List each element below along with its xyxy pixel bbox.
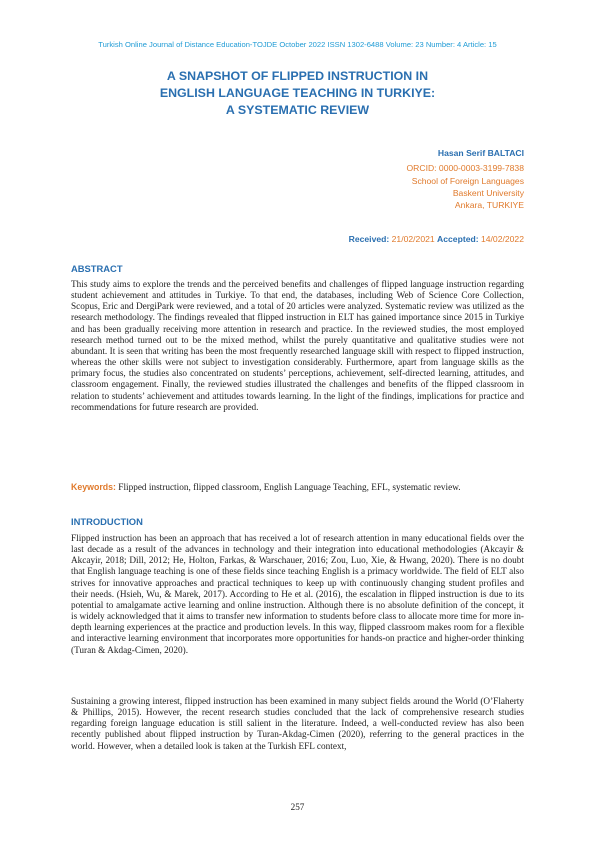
introduction-paragraph: Sustaining a growing interest, flipped instruction has been examined in many subject fields around the World (O’Flaherty & Phillips, 2015). However, the recent research studies concluded that the lack of comprehensive research studies regarding foreign language education is still salient in the literature. Indeed, a well-conducted review has also been recently published about flipped instruction by Turan-Akdag-Cimen (2020), referring to the general practices in the world. However, when a detailed look is taken at the Turkish EFL context, (71, 697, 524, 752)
keywords-label: Keywords: (71, 482, 116, 492)
author-affiliation: School of Foreign Languages (411, 175, 524, 186)
title-line: A SNAPSHOT OF FLIPPED INSTRUCTION IN (166, 69, 429, 83)
accepted-date: 14/02/2022 (480, 234, 524, 244)
author-location: Ankara, TURKIYE (454, 200, 524, 211)
keywords-text: Flipped instruction, flipped classroom, English Language Teaching, EFL, systematic review. (118, 483, 461, 493)
author-university: Baskent University (452, 187, 524, 198)
received-label: Received: (348, 234, 390, 244)
abstract-heading: ABSTRACT (71, 263, 123, 274)
accepted-label: Accepted: (437, 234, 479, 244)
title-line: A SYSTEMATIC REVIEW (225, 103, 370, 117)
page-number: 257 (290, 802, 305, 812)
introduction-paragraph: Flipped instruction has been an approach that has received a lot of research attention in many educational fields over the last decade as a result of the advances in technology and their integration into educational methodologies (Akcayir & Akcayir, 2018; Dill, 2012; He, Holton, Farkas, & Warschauer, 2016; Zou, Luo, Xie, & Hwang, 2020). There is no doubt that English language teaching is one of these fields since teaching English is a primacy worldwide. The field of ELT also strives for innovative approaches and practical techniques to keep up with continuously changing student profiles and their needs. (Hsieh, Wu, & Marek, 2017). According to He et al. (2016), the escalation in flipped instruction is due to its potential to amalgamate active learning and online instruction. Although there is no absolute definition of the concept, it is widely acknowledged that it aims to transfer new information to students before class to allocate more time for more in-depth learning experiences at the practice and production levels. In this way, flipped classroom makes room for a flexible and interactive learning environment that incorporates more opportunities for hands-on practice and higher-order thinking (Turan & Akdag-Cimen, 2020). (71, 534, 524, 656)
received-date: 21/02/2021 (391, 234, 435, 244)
author-name: Hasan Serif BALTACI (437, 148, 524, 158)
author-block (406, 147, 524, 211)
keywords (71, 482, 524, 493)
article-title (60, 68, 535, 119)
introduction-heading: INTRODUCTION (71, 516, 143, 527)
abstract-text: This study aims to explore the trends and the perceived benefits and challenges of flipped language instruction regarding student achievement and attitudes in Turkiye. To that end, the databases, including Web of Science Core Collection, Scopus, Eric and DergiPark were reviewed, and a total of 20 articles were analyzed. Systematic review was utilized as the research methodology. The findings revealed that flipped instruction in ELT has gained importance since 2015 in Turkiye and has been gradually receiving more attention in research and practice. In the reviewed studies, the most employed research method turned out to be the mixed method, whilst the purely quantitative and qualitative studies were not abundant. It is seen that writing has been the most frequently researched language skill with respect to flipped instruction, whereas the other skills were not subject to investigation considerably. Furthermore, apart from language skills as the primary focus, the studies also concentrated on students’ perceptions, achievement, self-directed learning, attitudes, and classroom engagement. Finally, the reviewed studies illustrated the challenges and benefits of the flipped classroom in relation to students’ achievement and attitudes towards learning. In the light of the findings, implications for practice and recommendations for future research are provided. (71, 280, 524, 413)
title-line: ENGLISH LANGUAGE TEACHING IN TURKIYE: (159, 86, 436, 100)
running-header: Turkish Online Journal of Distance Education-TOJDE October 2022 ISSN 1302-6488 Volume: 23 Number: 4 Article: 15 (98, 40, 497, 49)
author-orcid: ORCID: 0000-0003-3199-7838 (406, 163, 524, 174)
article-dates (349, 234, 524, 244)
